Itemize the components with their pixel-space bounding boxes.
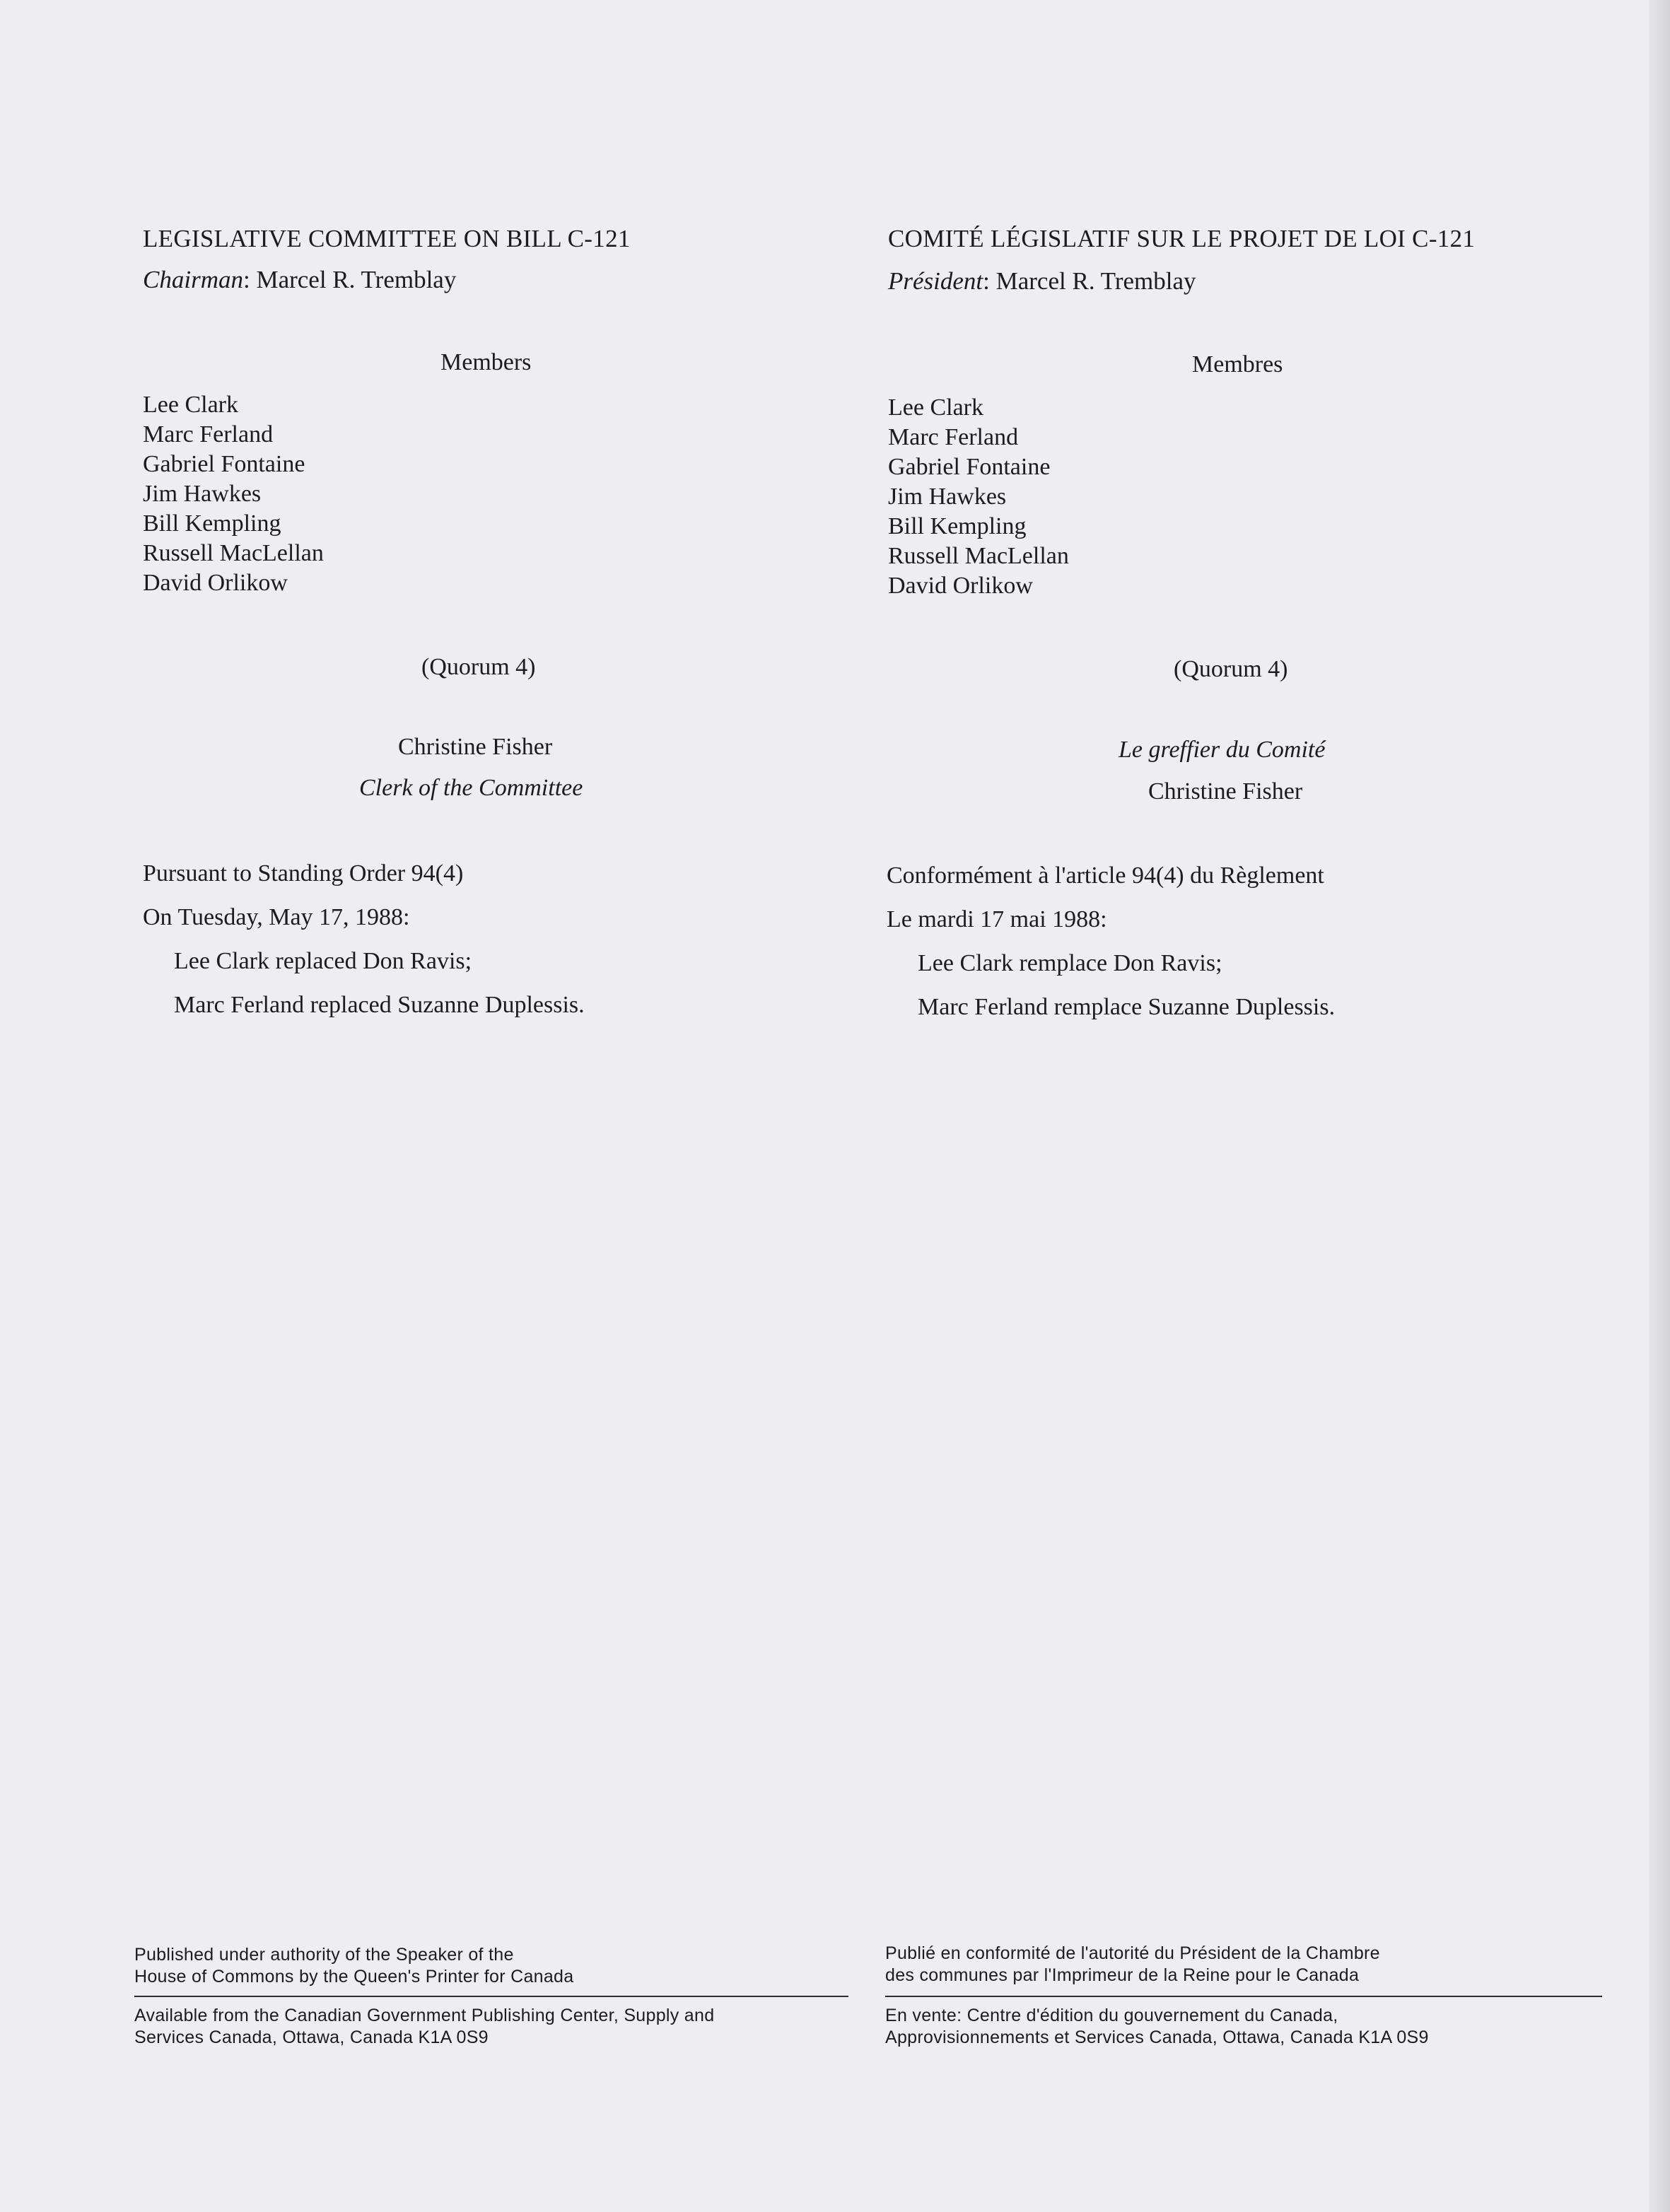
members-heading-en: Members [440,349,532,375]
published-line: des communes par l'Imprimeur de la Reine pour le Canada [885,1965,1360,1985]
members-list-fr [888,393,1069,601]
quorum-en: (Quorum 4) [421,654,536,680]
president-name-fr: : Marcel R. Tremblay [983,267,1196,295]
available-line: Available from the Canadian Government Publishing Center, Supply and [134,2006,715,2025]
member-item: David Orlikow [888,573,1033,599]
replacement-line: Marc Ferland remplace Suzanne Duplessis. [918,994,1336,1020]
published-line: Publié en conformité de l'autorité du Président de la Chambre [885,1943,1380,1963]
replacement-line: Marc Ferland replaced Suzanne Duplessis. [174,992,585,1018]
member-item: David Orlikow [143,570,288,596]
footer-rule-right [885,1996,1602,1997]
member-item: Russell MacLellan [888,543,1069,569]
member-item: Bill Kempling [888,513,1027,539]
committee-title-en: LEGISLATIVE COMMITTEE ON BILL C-121 [143,225,631,252]
member-item: Jim Hawkes [888,484,1007,510]
order-line: On Tuesday, May 17, 1988: [143,904,410,930]
replacement-line: Lee Clark remplace Don Ravis; [918,950,1222,976]
president-line-fr [888,267,1196,295]
chairman-role-en: Chairman [143,266,243,293]
published-line: House of Commons by the Queen's Printer for Canada [134,1967,574,1986]
member-item: Gabriel Fontaine [143,451,305,477]
order-line: Conformément à l'article 94(4) du Règlement [887,862,1324,889]
member-item: Bill Kempling [143,510,281,537]
member-item: Gabriel Fontaine [888,454,1051,480]
order-line: Le mardi 17 mai 1988: [887,906,1107,932]
availability-notice-en [134,2005,714,2049]
clerk-name-en: Christine Fisher [398,734,553,760]
members-heading-fr: Membres [1192,351,1283,378]
published-notice-en [134,1944,573,1988]
available-line: En vente: Centre d'édition du gouvernement du Canada, [885,2006,1338,2025]
member-item: Marc Ferland [143,421,274,447]
committee-title-fr: COMITÉ LÉGISLATIF SUR LE PROJET DE LOI C-121 [888,225,1476,252]
clerk-title-en: Clerk of the Committee [359,775,583,801]
member-item: Marc Ferland [888,424,1019,450]
available-line: Services Canada, Ottawa, Canada K1A 0S9 [134,2027,489,2047]
chairman-name-en: : Marcel R. Tremblay [243,266,457,293]
clerk-name-fr: Christine Fisher [1148,778,1303,804]
page-edge-shadow [1649,0,1670,2212]
published-line: Published under authority of the Speaker of the [134,1945,514,1965]
quorum-fr: (Quorum 4) [1174,656,1288,682]
replacement-line: Lee Clark replaced Don Ravis; [174,948,472,974]
availability-notice-fr [885,2005,1429,2049]
standing-order-fr [887,854,1335,1029]
member-item: Jim Hawkes [143,481,262,507]
member-item: Lee Clark [143,392,238,418]
member-item: Lee Clark [888,394,983,421]
president-role-fr: Président [888,267,983,295]
standing-order-en [143,852,585,1027]
published-notice-fr [885,1943,1380,1986]
footer-rule-left [134,1996,848,1997]
order-line: Pursuant to Standing Order 94(4) [143,860,464,886]
member-item: Russell MacLellan [143,540,324,566]
members-list-en [143,390,324,598]
available-line: Approvisionnements et Services Canada, Ottawa, Canada K1A 0S9 [885,2027,1429,2047]
chairman-line-en [143,266,456,294]
clerk-title-fr: Le greffier du Comité [1119,737,1326,763]
